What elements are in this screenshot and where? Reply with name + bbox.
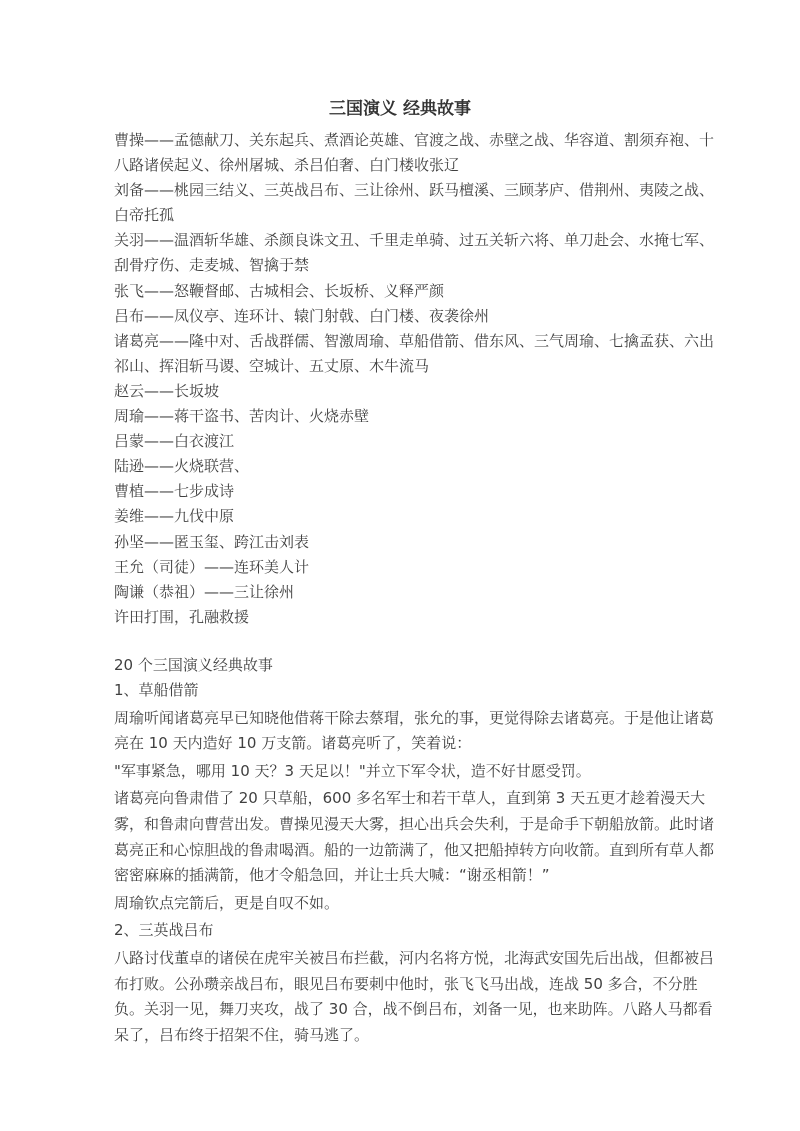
stories-section-heading: 20 个三国演义经典故事	[114, 655, 273, 674]
intro-line-jiangwei: 姜维——九伐中原	[114, 507, 235, 526]
intro-line-xutian: 许田打围，孔融救援	[114, 607, 250, 626]
intro-line-caocao: 曹操——孟德献刀、关东起兵、煮酒论英雄、官渡之战、赤壁之战、华容道、割须弃袍、十八路诸侯起义、徐州屠城、杀吕伯奢、白门楼收张辽	[114, 131, 715, 175]
story-paragraph: 周瑜钦点完箭后，更是自叹不如。	[114, 893, 340, 912]
intro-line-taoqian: 陶谦（恭祖）——三让徐州	[114, 582, 295, 601]
document-title: 三国演义 经典故事	[329, 99, 471, 119]
intro-line-sunjian: 孙坚——匿玉玺、跨江击刘表	[114, 532, 310, 551]
intro-line-wangyun: 王允（司徒）——连环美人计	[114, 557, 310, 576]
intro-line-zhaoyun: 赵云——长坂坡	[114, 381, 220, 400]
intro-line-lvbu: 吕布——凤仪亭、连环计、辕门射戟、白门楼、夜袭徐州	[114, 306, 490, 325]
story-heading: 1、草船借箭	[114, 680, 199, 699]
story-paragraph: 诸葛亮向鲁肃借了 20 只草船，600 多名军士和若干草人，直到第 3 天五更才趁着漫天大雾，和鲁肃向曹营出发。曹操见漫天大雾，担心出兵会失利，于是命手下朝船放箭。此时诸葛亮正和心惊胆战的鲁肃喝酒。船的一边箭满了，他又把船掉转方向收箭。直到所有草人都密密麻麻的插满箭，他才令船急回，并让士兵大喊：“谢丞相箭！”	[114, 789, 715, 885]
intro-line-guanyu: 关羽——温酒斩华雄、杀颜良诛文丑、千里走单骑、过五关斩六将、单刀赴会、水掩七军、刮骨疗伤、走麦城、智擒于禁	[114, 231, 715, 275]
story-sanyingzhanlvbu	[114, 918, 714, 1048]
story-paragraph: 周瑜听闻诸葛亮早已知晓他借蒋干除去蔡瑁，张允的事，更觉得除去诸葛亮。于是他让诸葛亮在 10 天内造好 10 万支箭。诸葛亮听了，笑着说：	[114, 708, 715, 753]
story-paragraph: "军事紧急，哪用 10 天？3 天足以！"并立下军令状，造不好甘愿受罚。	[114, 761, 591, 780]
intro-line-lvmeng: 吕蒙——白衣渡江	[114, 432, 235, 451]
story-paragraph: 八路讨伐董卓的诸侯在虎牢关被吕布拦截，河内名将方悦，北海武安国先后出战，但都被吕布打败。公孙瓒亲战吕布，眼见吕布要刺中他时，张飞飞马出战，连战 50 多合，不分胜负。关羽一见，舞刀夹攻，战了 30 合，战不倒吕布，刘备一见，也来助阵。八路人马都看呆了，吕布终于招架不住，骑马逃了。	[114, 948, 715, 1044]
intro-line-liubei: 刘备——桃园三结义、三英战吕布、三让徐州、跃马檀溪、三顾茅庐、借荆州、夷陵之战、白帝托孤	[114, 181, 715, 225]
intro-line-zhangfei: 张飞——怒鞭督邮、古城相会、长坂桥、义释严颜	[114, 281, 445, 300]
intro-line-caozhi: 曹植——七步成诗	[114, 482, 235, 501]
story-heading: 2、三英战吕布	[114, 921, 214, 940]
intro-line-zhouyu: 周瑜——蒋干盗书、苦肉计、火烧赤壁	[114, 407, 370, 426]
intro-line-luxun: 陆逊——火烧联营、	[114, 457, 250, 476]
story-caochuanjiejian	[114, 678, 714, 916]
intro-line-zhugeliang: 诸葛亮——隆中对、舌战群儒、智激周瑜、草船借箭、借东风、三气周瑜、七擒孟获、六出祁山、挥泪斩马谡、空城计、五丈原、木牛流马	[114, 331, 715, 375]
